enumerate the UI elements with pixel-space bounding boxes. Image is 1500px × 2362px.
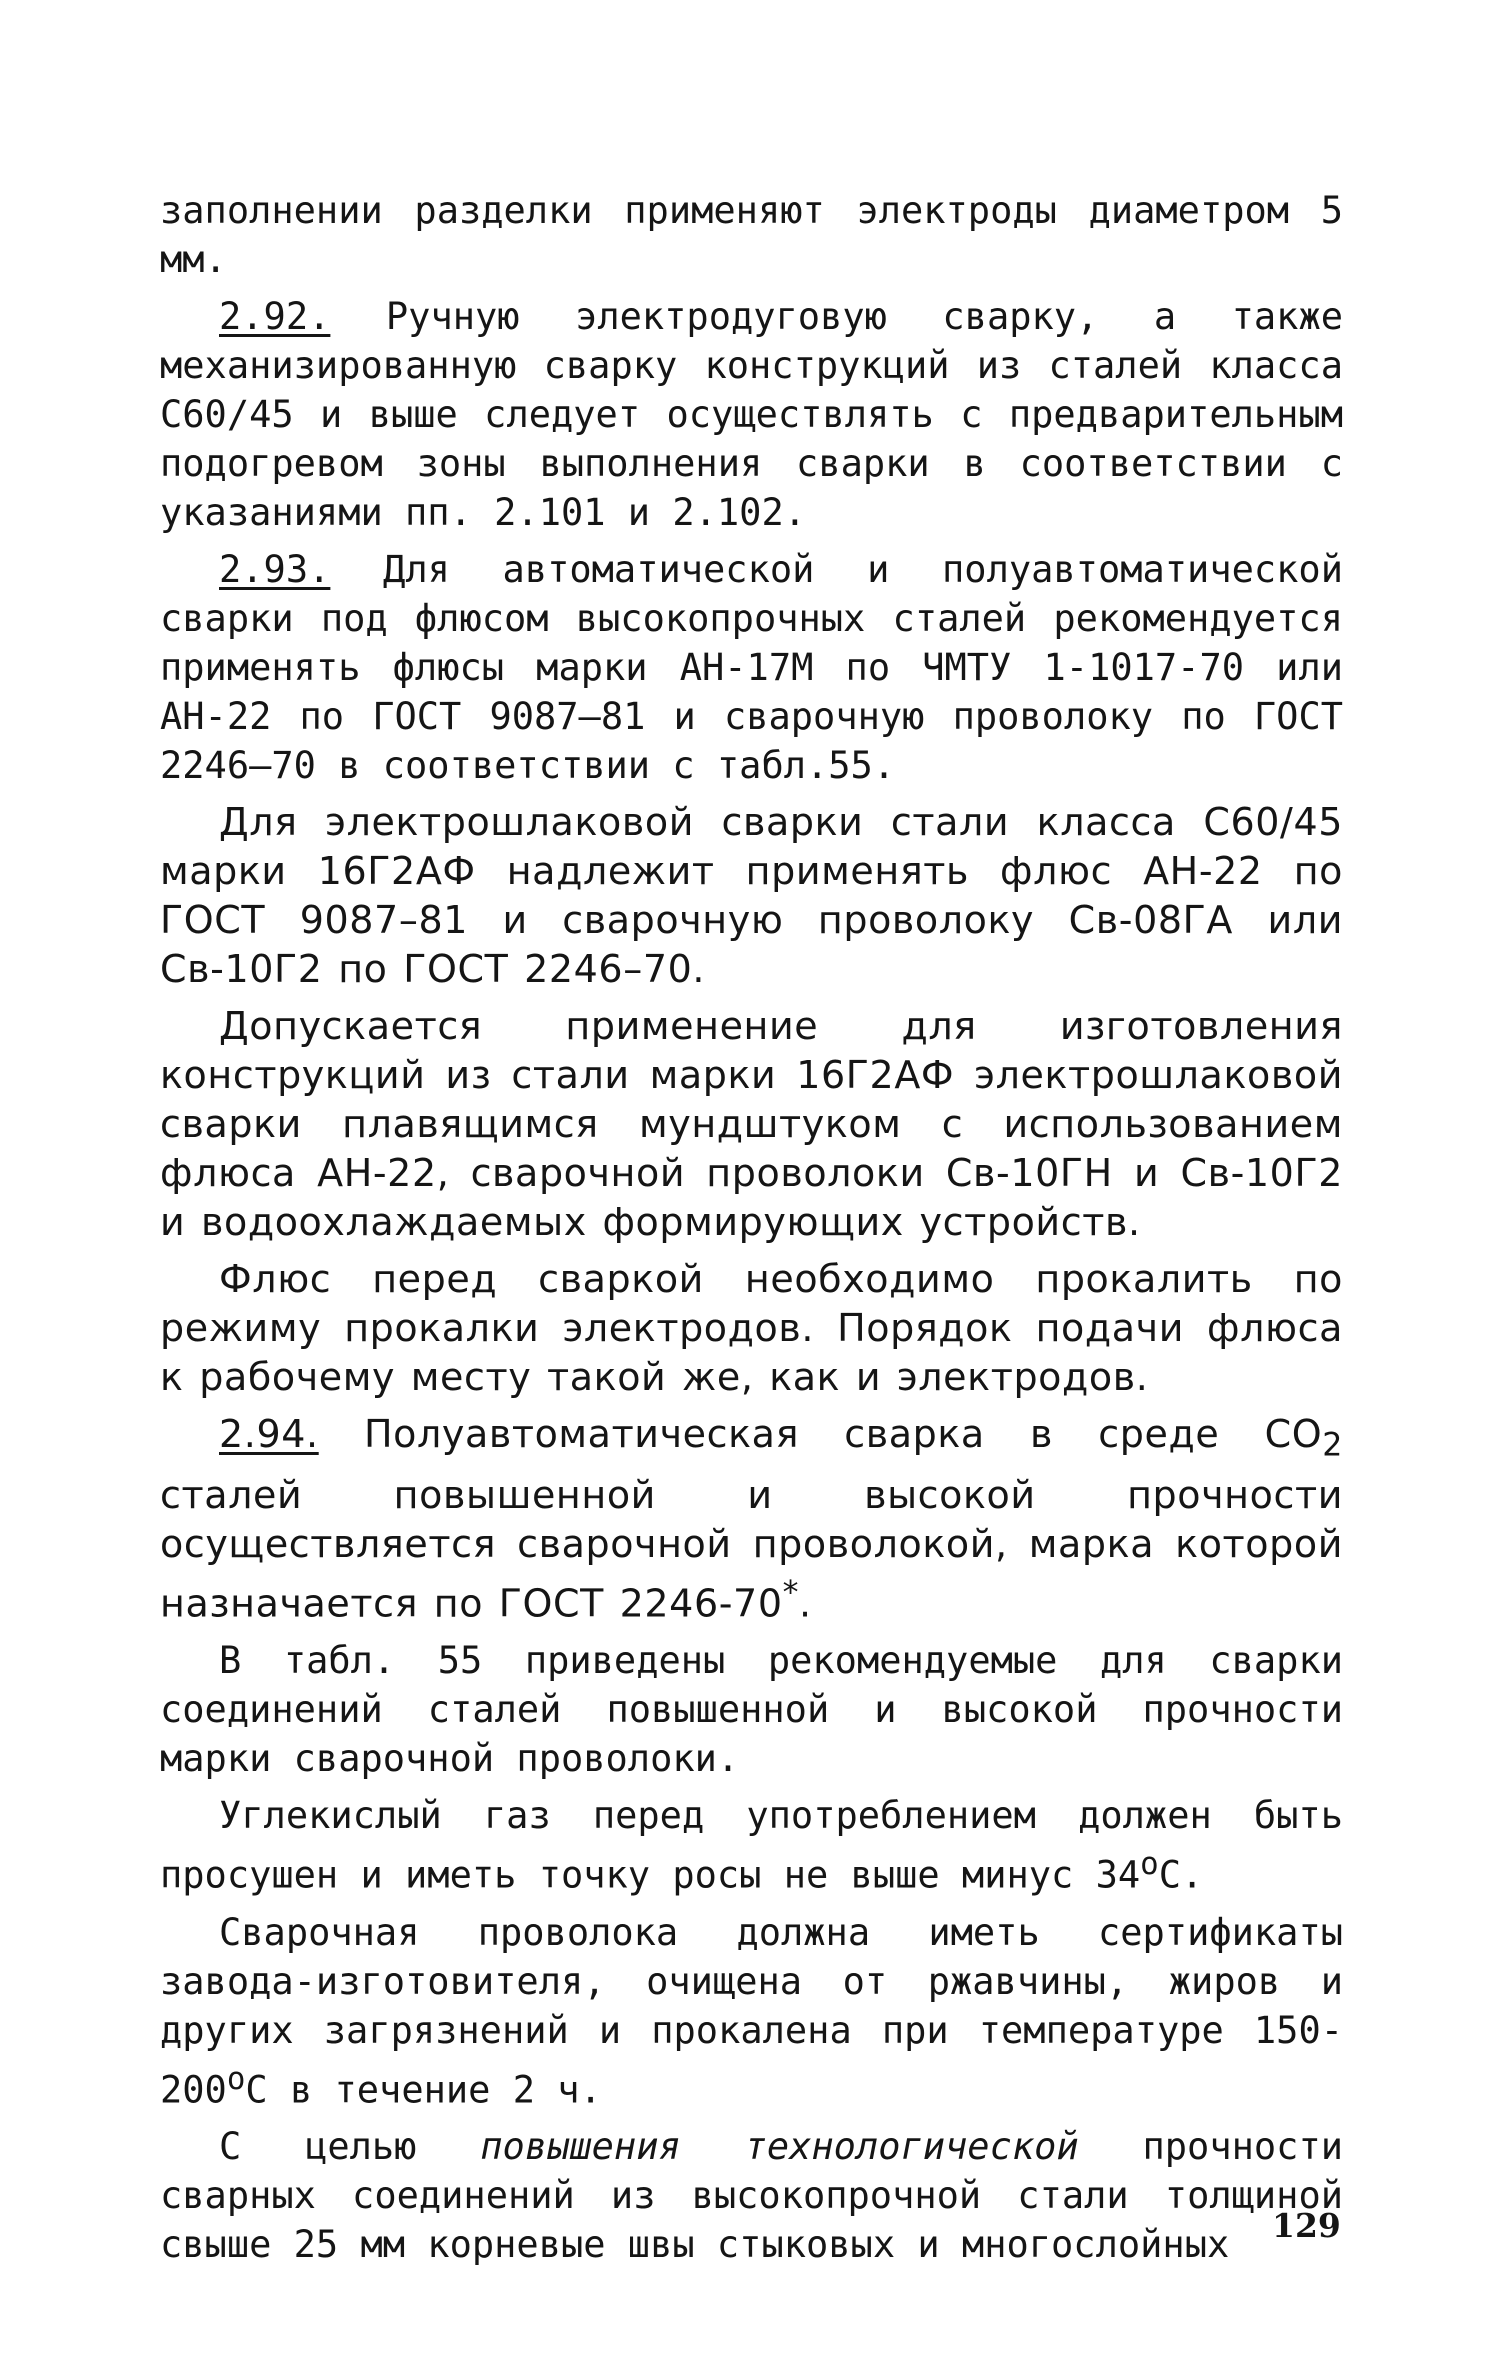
paragraph-2-94-end: . <box>799 1581 812 1626</box>
paragraph-last-italic: повышения технологической <box>480 2124 1079 2168</box>
temperature-unit: С. <box>1158 1853 1204 1897</box>
paragraph-co2-text: Углекислый газ перед употреблением должен быть просушен и иметь точку росы не выше минус 34 <box>160 1794 1343 1897</box>
section-number-2-92: 2.92. <box>219 295 331 338</box>
paragraph-2-92 <box>160 292 1343 537</box>
paragraph-2-94 <box>160 1410 1343 1628</box>
section-number-2-94: 2.94. <box>219 1412 319 1456</box>
paragraph-wire-tail: в течение 2 ч. <box>267 2067 602 2111</box>
paragraph-flux: Флюс перед сваркой необходимо прокалить по режиму прокалки электродов. Порядок подачи флюса к рабочему месту такой же, как и электродов. <box>160 1257 1343 1399</box>
paragraph-last <box>160 2122 1343 2269</box>
co2-subscript: 2 <box>1322 1427 1343 1464</box>
paragraph-electroslag: Для электрошлаковой сварки стали класса С60/45 марки 16Г2АФ надлежит применять флюс АН-22 по ГОСТ 9087–81 и сварочную проволоку Св-08ГА или Св-10Г2 по ГОСТ 2246–70. <box>160 800 1343 991</box>
page-number: 129 <box>1272 2206 1341 2245</box>
paragraph-wire <box>160 1908 1343 2114</box>
paragraph-wire-text: Сварочная проволока должна иметь сертификаты завода-изготовителя, очищена от ржавчины, жиров и других загрязнений и прокалена при температуре 150-200 <box>160 1910 1343 2111</box>
section-number-2-93: 2.93. <box>219 548 331 591</box>
gost-asterisk: * <box>782 1574 800 1611</box>
degree-sign: о <box>226 2060 246 2097</box>
paragraph-allowed: Допускается применение для изготовления конструкций из стали марки 16Г2АФ электрошлаковой сварки плавящимся мундштуком с использованием флюса АН-22, сварочной проволоки Св-10ГН и Св-10Г2 и водоохлаждаемых формирующих устройств. <box>160 1004 1343 1244</box>
degree-sign: о <box>1140 1846 1159 1883</box>
paragraph-last-rest: прочности сварных соединений из высокопрочной стали толщиной свыше 25 мм корневые швы стыковых и многослойных <box>160 2124 1343 2266</box>
paragraph-2-93 <box>160 545 1343 790</box>
temperature-unit: С <box>245 2067 268 2111</box>
paragraph-intro: заполнении разделки применяют электроды диаметром 5 мм. <box>160 189 1343 281</box>
paragraph-2-94-text-before: Полуавтоматическая сварка в среде СО <box>318 1412 1323 1456</box>
paragraph-2-94-text-after: сталей повышенной и высокой прочности осуществляется сварочной проволокой, марка которой назначается по ГОСТ 2246-70 <box>160 1472 1343 1626</box>
paragraph-2-92-text: Ручную электродуговую сварку, а также механизированную сварку конструкций из сталей класса С60/45 и выше следует осуществлять с предварительным подогревом зоны выполнения сварки в соответствии с указаниями пп. 2.101 и 2.102. <box>160 295 1343 534</box>
paragraph-table-55: В табл. 55 приведены рекомендуемые для сварки соединений сталей повышенной и высокой прочности марки сварочной проволоки. <box>160 1639 1343 1781</box>
paragraph-co2 <box>160 1791 1343 1899</box>
paragraph-2-93-text: Для автоматической и полуавтоматической сварки под флюсом высокопрочных сталей рекомендуется применять флюсы марки АН-17М по ЧМТУ 1-1017-70 или АН-22 по ГОСТ 9087–81 и сварочную проволоку по ГОСТ 2246–70 в соответствии с табл.55. <box>160 548 1343 787</box>
paragraph-last-start: С целью <box>219 2124 481 2168</box>
